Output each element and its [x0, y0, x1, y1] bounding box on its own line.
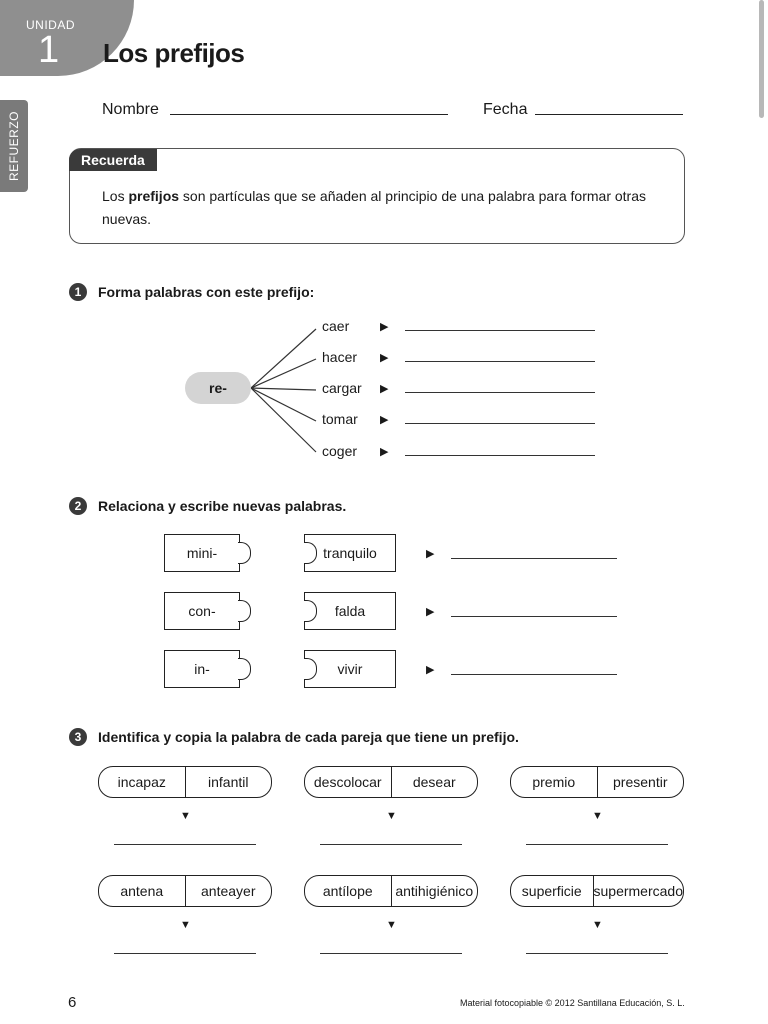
pair-word: presentir: [597, 767, 684, 797]
answer-line[interactable]: [451, 674, 617, 675]
pair-word: anteayer: [185, 876, 272, 906]
arrow-right-icon: ▶: [380, 414, 389, 426]
answer-line[interactable]: [526, 953, 668, 954]
arrow-down-icon: ▼: [386, 810, 397, 822]
name-label: Nombre: [102, 101, 159, 118]
arrow-right-icon: ▶: [426, 606, 435, 618]
pair-word: desear: [391, 767, 478, 797]
recuerda-keyword: prefijos: [128, 188, 180, 204]
arrow-down-icon: ▼: [180, 919, 191, 931]
prefix-piece-con[interactable]: con-: [164, 592, 240, 630]
word-coger: coger: [322, 443, 358, 459]
exercise-2-heading: Relaciona y escribe nuevas palabras.: [98, 498, 347, 514]
word-cargar: cargar: [322, 380, 362, 396]
prefix-piece-mini[interactable]: mini-: [164, 534, 240, 572]
pair-word: antena: [120, 883, 164, 899]
pair-word: infantil: [185, 767, 272, 797]
word-pair: [98, 766, 272, 798]
answer-line[interactable]: [405, 392, 595, 393]
exercise-3-number: 3: [69, 728, 87, 746]
exercise-1-number: 1: [69, 283, 87, 301]
arrow-right-icon: ▶: [426, 664, 435, 676]
word-pair: [510, 766, 684, 798]
exercise-3-heading: Identifica y copia la palabra de cada pareja que tiene un prefijo.: [98, 729, 519, 745]
pair-word: incapaz: [117, 774, 166, 790]
word-piece-tranquilo[interactable]: tranquilo: [304, 534, 396, 572]
recuerda-text-start: Los: [102, 188, 129, 204]
word-tomar: tomar: [322, 411, 358, 427]
word-pair: [510, 875, 684, 907]
word-caer: caer: [322, 318, 350, 334]
answer-line[interactable]: [320, 953, 462, 954]
page-title: Los prefijos: [103, 38, 245, 68]
answer-line[interactable]: [405, 455, 595, 456]
prefix-piece-in[interactable]: in-: [164, 650, 240, 688]
arrow-right-icon: ▶: [380, 352, 389, 364]
answer-line[interactable]: [114, 953, 256, 954]
word-pair: [98, 875, 272, 907]
word-hacer: hacer: [322, 349, 358, 365]
pair-word: superficie: [521, 883, 582, 899]
pair-word: supermercado: [593, 876, 684, 906]
answer-line[interactable]: [451, 616, 617, 617]
pair-word: antílope: [322, 883, 373, 899]
exercise-2-number: 2: [69, 497, 87, 515]
answer-line[interactable]: [526, 844, 668, 845]
arrow-right-icon: ▶: [380, 446, 389, 458]
date-label: Fecha: [483, 101, 528, 118]
answer-line[interactable]: [320, 844, 462, 845]
arrow-down-icon: ▼: [386, 919, 397, 931]
arrow-down-icon: ▼: [180, 810, 191, 822]
answer-line[interactable]: [114, 844, 256, 845]
prefix-re-pill: re-: [185, 372, 251, 404]
word-pair: [304, 766, 478, 798]
recuerda-tag: Recuerda: [69, 149, 157, 171]
arrow-right-icon: ▶: [380, 321, 389, 333]
unit-label: UNIDAD: [26, 18, 76, 32]
answer-line[interactable]: [405, 423, 595, 424]
side-tab-label: REFUERZO: [7, 111, 21, 181]
word-pair: [304, 875, 478, 907]
recuerda-text-end: son partículas que se añaden al principio de una palabra para formar otras nuevas.: [102, 188, 647, 227]
answer-line[interactable]: [405, 330, 595, 331]
arrow-right-icon: ▶: [426, 548, 435, 560]
pair-word: antihigiénico: [391, 876, 478, 906]
word-piece-vivir[interactable]: vivir: [304, 650, 396, 688]
answer-line[interactable]: [451, 558, 617, 559]
page-number: 6: [68, 994, 77, 1011]
pair-word: descolocar: [313, 774, 382, 790]
copyright-notice: Material fotocopiable © 2012 Santillana Educación, S. L.: [460, 998, 685, 1008]
answer-line[interactable]: [405, 361, 595, 362]
arrow-down-icon: ▼: [592, 810, 603, 822]
pair-word: premio: [532, 774, 576, 790]
exercise-1-heading: Forma palabras con este prefijo:: [98, 284, 315, 300]
unit-number: 1: [38, 29, 60, 71]
arrow-right-icon: ▶: [380, 383, 389, 395]
arrow-down-icon: ▼: [592, 919, 603, 931]
word-piece-falda[interactable]: falda: [304, 592, 396, 630]
